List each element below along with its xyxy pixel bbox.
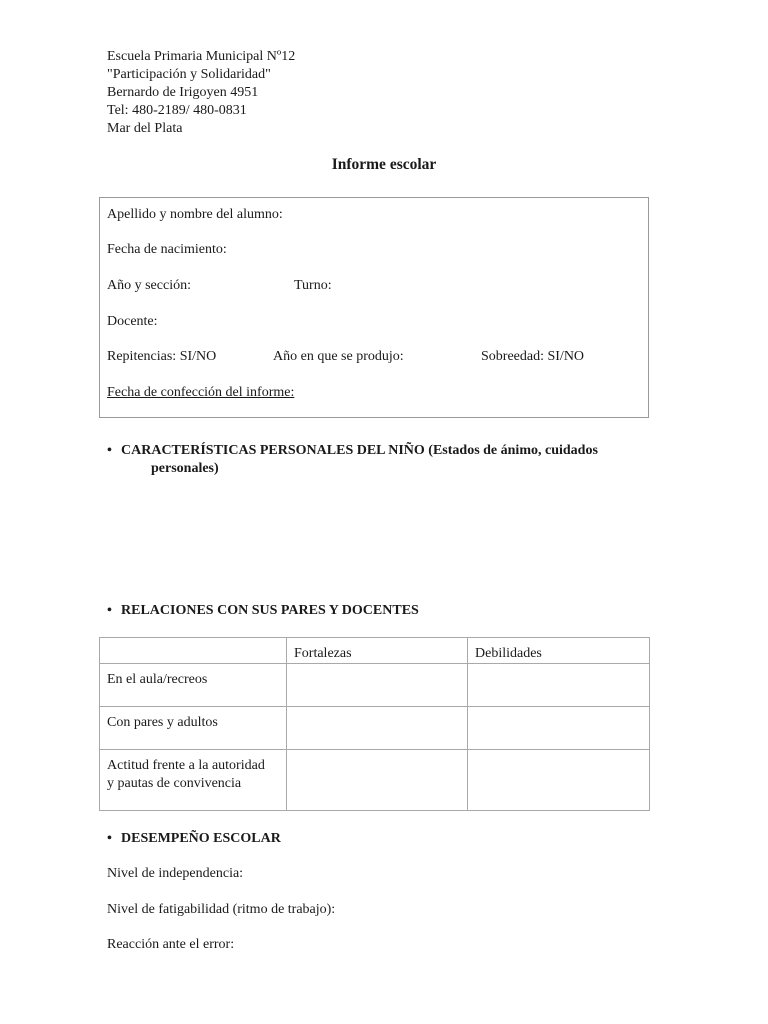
table-header-row bbox=[100, 638, 650, 664]
table-row bbox=[100, 707, 650, 750]
table-cell bbox=[468, 750, 650, 811]
school-city: Mar del Plata bbox=[107, 121, 183, 136]
row-label-authority-line2: y pautas de convivencia bbox=[107, 776, 242, 791]
bullet-icon: • bbox=[107, 603, 112, 618]
section-performance bbox=[107, 830, 281, 848]
section-performance-title: DESEMPEÑO ESCOLAR bbox=[121, 831, 281, 846]
table-header-blank bbox=[100, 638, 287, 664]
table-row bbox=[100, 750, 650, 811]
table-cell bbox=[468, 707, 650, 750]
section-personal-title-line1: CARACTERÍSTICAS PERSONALES DEL NIÑO (Estados de ánimo, cuidados bbox=[121, 443, 598, 458]
row-label-classroom: En el aula/recreos bbox=[100, 664, 287, 707]
school-phone: Tel: 480-2189/ 480-0831 bbox=[107, 103, 247, 118]
school-address: Bernardo de Irigoyen 4951 bbox=[107, 85, 259, 100]
table-header-strengths: Fortalezas bbox=[287, 638, 468, 664]
table-cell bbox=[287, 664, 468, 707]
row-label-authority bbox=[100, 750, 287, 811]
table-cell bbox=[287, 750, 468, 811]
table-header-weaknesses: Debilidades bbox=[468, 638, 650, 664]
repeat-year-label: Año en que se produjo: bbox=[273, 349, 404, 364]
repeats-label: Repitencias: SI/NO bbox=[107, 349, 217, 364]
student-name-label: Apellido y nombre del alumno: bbox=[107, 207, 283, 222]
section-relations-title: RELACIONES CON SUS PARES Y DOCENTES bbox=[121, 603, 419, 618]
independence-label: Nivel de independencia: bbox=[107, 866, 244, 881]
table-cell bbox=[287, 707, 468, 750]
school-motto: "Participación y Solidaridad" bbox=[107, 67, 271, 82]
overage-label: Sobreedad: SI/NO bbox=[481, 349, 585, 364]
bullet-icon: • bbox=[107, 831, 112, 846]
shift-label: Turno: bbox=[294, 278, 332, 293]
fatigue-label: Nivel de fatigabilidad (ritmo de trabajo): bbox=[107, 902, 336, 917]
error-reaction-label: Reacción ante el error: bbox=[107, 937, 235, 952]
year-section-label: Año y sección: bbox=[107, 278, 191, 293]
row-label-peers: Con pares y adultos bbox=[100, 707, 287, 750]
section-personal-characteristics bbox=[107, 442, 598, 478]
bullet-icon: • bbox=[107, 443, 112, 458]
birth-date-label: Fecha de nacimiento: bbox=[107, 242, 227, 257]
report-date-label: Fecha de confección del informe: bbox=[107, 385, 295, 400]
student-info-box bbox=[99, 197, 649, 418]
teacher-label: Docente: bbox=[107, 314, 158, 329]
document-title: Informe escolar bbox=[331, 156, 437, 173]
section-relations bbox=[107, 602, 419, 620]
section-personal-title-line2: personales) bbox=[151, 461, 219, 476]
table-cell bbox=[468, 664, 650, 707]
row-label-authority-line1: Actitud frente a la autoridad bbox=[107, 758, 265, 773]
relations-table bbox=[99, 637, 650, 811]
school-header bbox=[107, 48, 295, 138]
table-row bbox=[100, 664, 650, 707]
school-name: Escuela Primaria Municipal Nº12 bbox=[107, 49, 296, 64]
